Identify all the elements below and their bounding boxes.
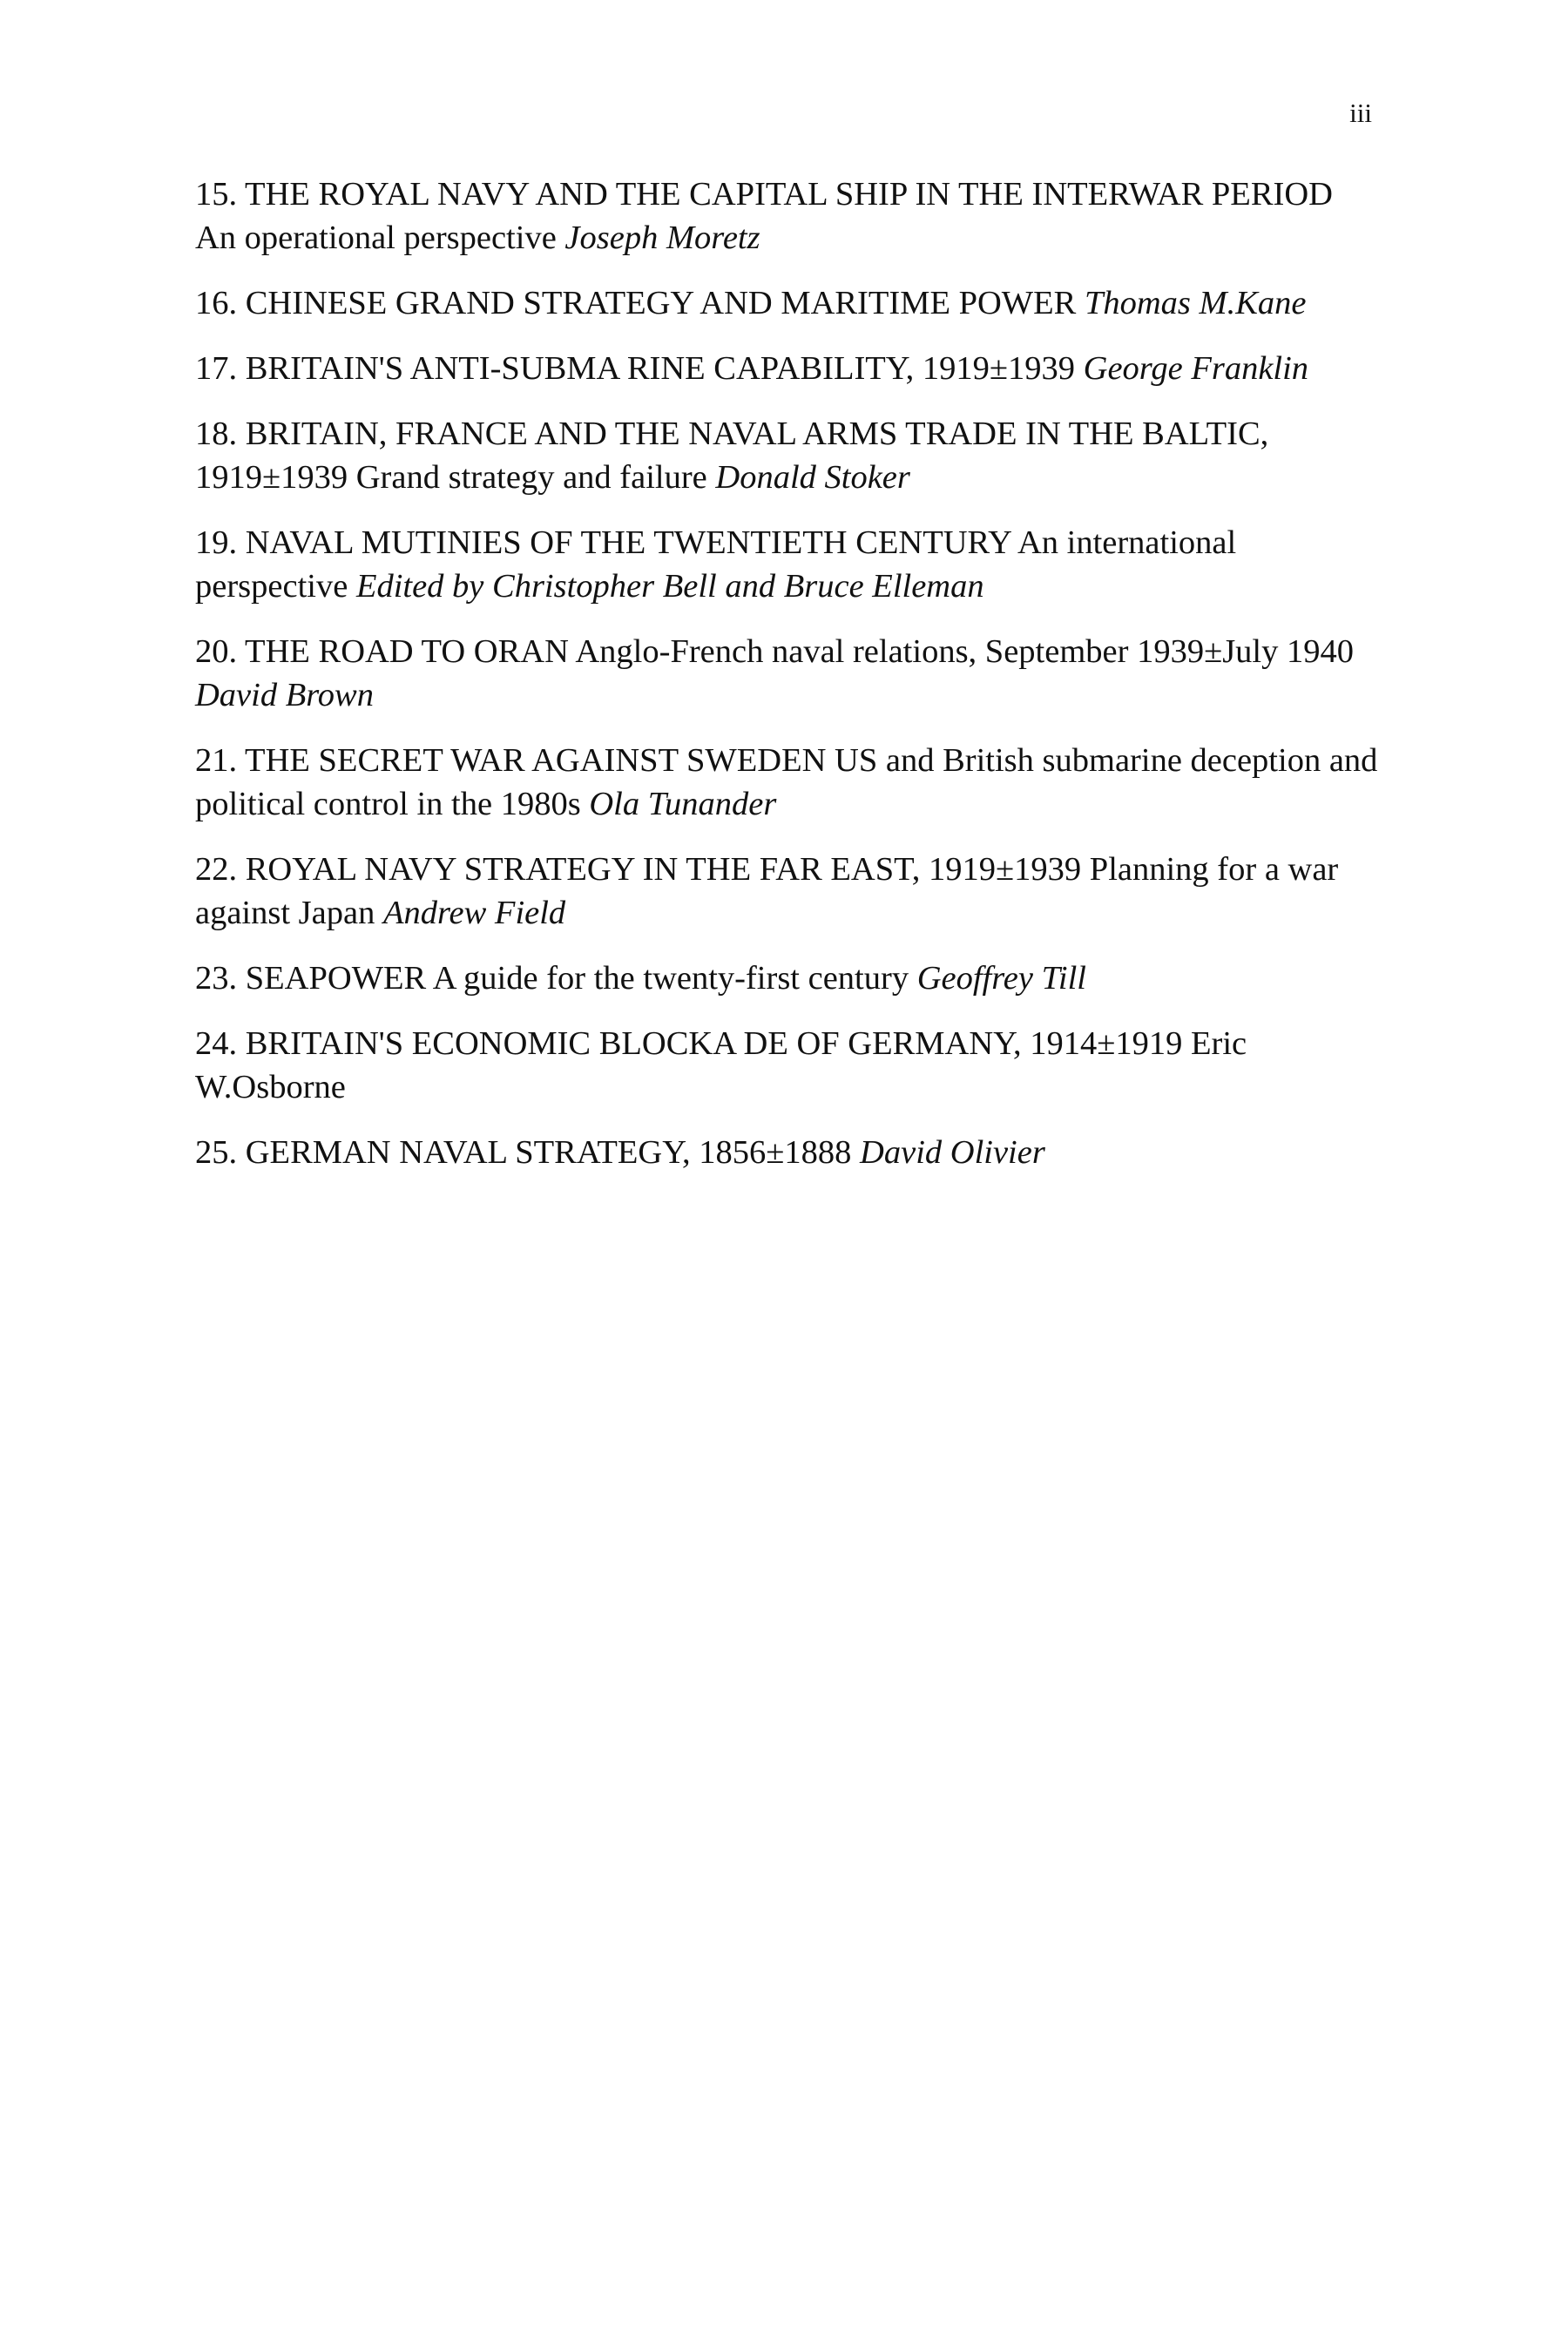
entry-author: George Franklin (1083, 350, 1309, 387)
entry-title: 23. SEAPOWER A guide for the twenty-first century (195, 960, 909, 997)
series-entry (195, 521, 1380, 608)
entry-title: 18. BRITAIN, FRANCE AND THE NAVAL ARMS TRADE IN THE BALTIC, 1919±1939 Grand strategy and failure (195, 416, 1269, 496)
entry-author: David Olivier (860, 1134, 1045, 1171)
entry-author: Donald Stoker (715, 459, 910, 496)
series-entry (195, 956, 1380, 1000)
entry-author: David Brown (195, 677, 374, 713)
entry-title: 19. NAVAL MUTINIES OF THE TWENTIETH CENTURY An international perspective (195, 524, 1237, 605)
entry-author: Thomas M.Kane (1084, 285, 1307, 321)
entry-title: 20. THE ROAD TO ORAN Anglo-French naval relations, September 1939±July 1940 (195, 633, 1354, 670)
series-entry (195, 281, 1380, 325)
series-entry (195, 739, 1380, 826)
series-entry (195, 347, 1380, 390)
entry-title: 15. THE ROYAL NAVY AND THE CAPITAL SHIP IN THE INTERWAR PERIOD An operational perspective (195, 176, 1333, 256)
page-number: iii (1349, 98, 1372, 128)
series-entry (195, 848, 1380, 935)
series-entry (195, 630, 1380, 717)
entry-title: 17. BRITAIN'S ANTI-SUBMA RINE CAPABILITY, 1919±1939 (195, 350, 1076, 387)
entry-author: Edited by Christopher Bell and Bruce Elleman (355, 568, 984, 605)
series-entry (195, 172, 1380, 260)
series-entry (195, 412, 1380, 499)
entry-author: Andrew Field (382, 895, 566, 931)
entry-title: 25. GERMAN NAVAL STRATEGY, 1856±1888 (195, 1134, 852, 1171)
entry-author: Ola Tunander (589, 786, 777, 822)
series-list (195, 172, 1380, 1196)
entry-title: 16. CHINESE GRAND STRATEGY AND MARITIME POWER (195, 285, 1077, 321)
entry-title: 22. ROYAL NAVY STRATEGY IN THE FAR EAST, 1919±1939 Planning for a war against Japan (195, 851, 1339, 931)
entry-title: 21. THE SECRET WAR AGAINST SWEDEN US and British submarine deception and political control in the 1980s (195, 742, 1378, 822)
entry-author: Joseph Moretz (564, 220, 760, 256)
entry-author: Geoffrey Till (916, 960, 1086, 997)
series-entry (195, 1022, 1380, 1109)
entry-title: 24. BRITAIN'S ECONOMIC BLOCKA DE OF GERMANY, 1914±1919 Eric W.Osborne (195, 1025, 1247, 1105)
series-entry (195, 1131, 1380, 1174)
